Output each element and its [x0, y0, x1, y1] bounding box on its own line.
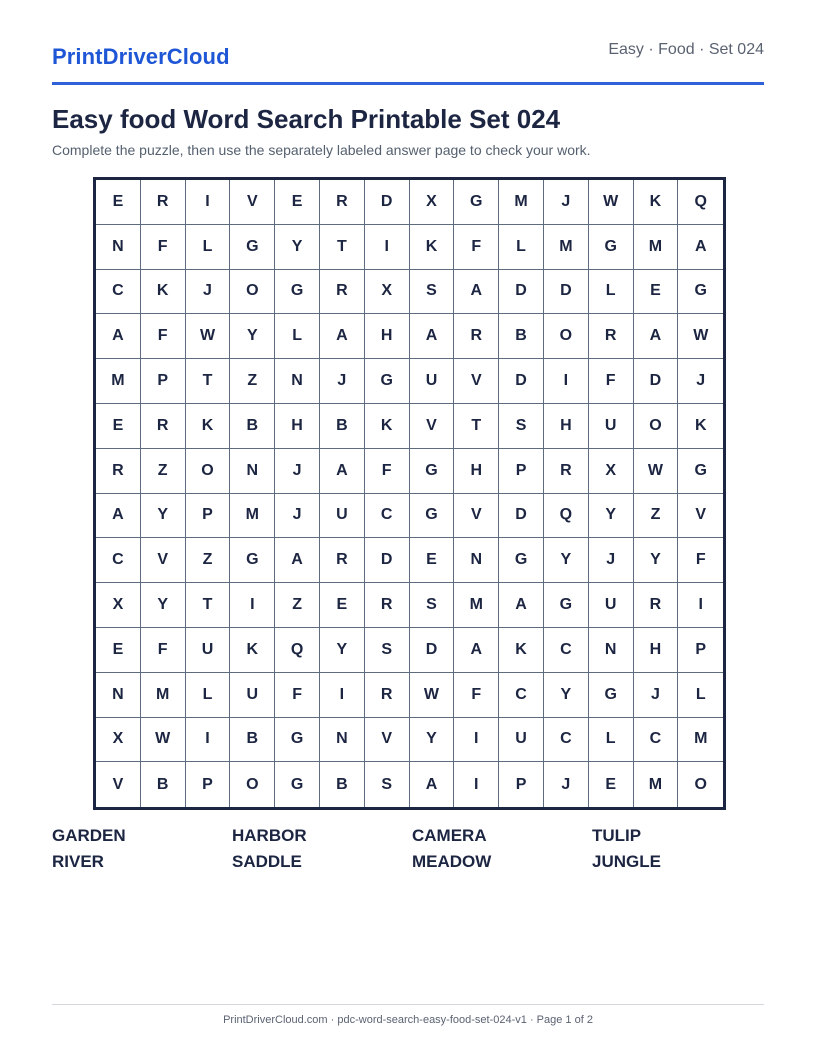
grid-cell: I: [365, 225, 410, 270]
grid-cell: Y: [544, 538, 589, 583]
grid-cell: L: [186, 673, 231, 718]
grid-cell: G: [365, 359, 410, 404]
grid-cell: D: [544, 270, 589, 315]
grid-cell: K: [186, 404, 231, 449]
grid-cell: G: [410, 449, 455, 494]
word-list-item: HARBOR: [232, 826, 307, 845]
grid-cell: B: [230, 718, 275, 763]
page-title: Easy food Word Search Printable Set 024: [52, 104, 561, 134]
grid-cell: L: [275, 314, 320, 359]
grid-cell: A: [634, 314, 679, 359]
grid-cell: P: [499, 449, 544, 494]
grid-cell: F: [678, 538, 723, 583]
grid-cell: M: [634, 762, 679, 807]
grid-cell: G: [589, 225, 634, 270]
grid-cell: M: [96, 359, 141, 404]
grid-cell: A: [454, 270, 499, 315]
grid-cell: A: [454, 628, 499, 673]
grid-cell: P: [678, 628, 723, 673]
grid-cell: F: [141, 314, 186, 359]
grid-cell: K: [499, 628, 544, 673]
grid-cell: R: [634, 583, 679, 628]
grid-cell: I: [678, 583, 723, 628]
grid-cell: A: [499, 583, 544, 628]
grid-cell: N: [230, 449, 275, 494]
grid-cell: H: [454, 449, 499, 494]
grid-cell: K: [410, 225, 455, 270]
grid-cell: Y: [634, 538, 679, 583]
grid-cell: V: [678, 494, 723, 539]
grid-cell: G: [275, 762, 320, 807]
word-list: [52, 826, 772, 878]
grid-cell: M: [141, 673, 186, 718]
grid-cell: R: [141, 404, 186, 449]
grid-cell: Y: [589, 494, 634, 539]
grid-cell: B: [320, 762, 365, 807]
grid-cell: E: [96, 628, 141, 673]
grid-cell: Q: [275, 628, 320, 673]
grid-cell: X: [589, 449, 634, 494]
brand-logo[interactable]: PrintDriverCloud: [52, 44, 230, 69]
grid-cell: G: [230, 538, 275, 583]
grid-cell: R: [320, 180, 365, 225]
grid-cell: E: [589, 762, 634, 807]
grid-cell: P: [499, 762, 544, 807]
grid-cell: A: [320, 314, 365, 359]
grid-cell: Z: [141, 449, 186, 494]
grid-cell: I: [454, 718, 499, 763]
grid-cell: G: [678, 270, 723, 315]
word-list-item: GARDEN: [52, 826, 126, 845]
grid-cell: C: [96, 270, 141, 315]
grid-cell: G: [230, 225, 275, 270]
grid-cell: H: [365, 314, 410, 359]
grid-cell: O: [634, 404, 679, 449]
grid-cell: L: [678, 673, 723, 718]
grid-cell: P: [186, 494, 231, 539]
grid-cell: H: [275, 404, 320, 449]
grid-cell: R: [454, 314, 499, 359]
grid-cell: O: [230, 762, 275, 807]
grid-cell: G: [410, 494, 455, 539]
grid-cell: A: [96, 494, 141, 539]
grid-cell: D: [634, 359, 679, 404]
grid-cell: D: [365, 180, 410, 225]
grid-cell: C: [365, 494, 410, 539]
grid-cell: V: [141, 538, 186, 583]
grid-cell: R: [320, 538, 365, 583]
grid-cell: B: [230, 404, 275, 449]
grid-cell: E: [410, 538, 455, 583]
grid-cell: U: [230, 673, 275, 718]
grid-cell: N: [320, 718, 365, 763]
grid-cell: W: [141, 718, 186, 763]
grid-cell: W: [410, 673, 455, 718]
grid-cell: L: [589, 270, 634, 315]
grid-cell: E: [96, 180, 141, 225]
grid-cell: U: [499, 718, 544, 763]
grid-cell: T: [454, 404, 499, 449]
grid-cell: C: [96, 538, 141, 583]
grid-cell: Y: [230, 314, 275, 359]
grid-cell: O: [186, 449, 231, 494]
grid-cell: Y: [410, 718, 455, 763]
grid-cell: I: [230, 583, 275, 628]
grid-cell: F: [275, 673, 320, 718]
grid-cell: G: [275, 270, 320, 315]
grid-cell: H: [634, 628, 679, 673]
grid-cell: D: [499, 494, 544, 539]
word-search-grid: [93, 177, 726, 810]
grid-cell: L: [186, 225, 231, 270]
grid-cell: X: [410, 180, 455, 225]
page-subtitle: Complete the puzzle, then use the separately labeled answer page to check your work.: [52, 142, 591, 158]
grid-cell: H: [544, 404, 589, 449]
grid-cell: G: [499, 538, 544, 583]
grid-cell: B: [499, 314, 544, 359]
grid-cell: V: [454, 494, 499, 539]
grid-cell: E: [96, 404, 141, 449]
grid-cell: D: [499, 359, 544, 404]
grid-cell: I: [320, 673, 365, 718]
word-list-item: CAMERA: [412, 826, 487, 845]
grid-cell: C: [544, 628, 589, 673]
grid-cell: G: [589, 673, 634, 718]
grid-cell: R: [141, 180, 186, 225]
grid-cell: F: [365, 449, 410, 494]
grid-cell: M: [544, 225, 589, 270]
grid-cell: G: [454, 180, 499, 225]
grid-cell: Y: [544, 673, 589, 718]
grid-cell: T: [186, 359, 231, 404]
grid-cell: A: [410, 762, 455, 807]
grid-cell: N: [96, 673, 141, 718]
grid-cell: N: [96, 225, 141, 270]
word-list-item: JUNGLE: [592, 852, 661, 871]
grid-cell: M: [499, 180, 544, 225]
grid-cell: A: [410, 314, 455, 359]
grid-cell: A: [96, 314, 141, 359]
grid-cell: S: [410, 270, 455, 315]
grid-cell: S: [410, 583, 455, 628]
grid-cell: V: [365, 718, 410, 763]
grid-cell: U: [186, 628, 231, 673]
grid-cell: B: [141, 762, 186, 807]
grid-cell: W: [634, 449, 679, 494]
grid-cell: A: [320, 449, 365, 494]
grid-cell: N: [454, 538, 499, 583]
grid-cell: R: [589, 314, 634, 359]
grid-cell: J: [544, 762, 589, 807]
grid-cell: R: [320, 270, 365, 315]
set-tag: Easy · Food · Set 024: [608, 41, 764, 58]
grid-cell: D: [365, 538, 410, 583]
grid-cell: A: [275, 538, 320, 583]
word-list-item: RIVER: [52, 852, 104, 871]
grid-cell: G: [544, 583, 589, 628]
grid-cell: Q: [544, 494, 589, 539]
grid-cell: K: [230, 628, 275, 673]
grid-cell: Y: [275, 225, 320, 270]
grid-cell: Z: [230, 359, 275, 404]
grid-cell: N: [275, 359, 320, 404]
grid-cell: J: [634, 673, 679, 718]
grid-cell: E: [275, 180, 320, 225]
grid-cell: C: [499, 673, 544, 718]
grid-cell: J: [320, 359, 365, 404]
grid-cell: P: [186, 762, 231, 807]
page-footer: PrintDriverCloud.com · pdc-word-search-easy-food-set-024-v1 · Page 1 of 2: [223, 1014, 593, 1026]
grid-cell: E: [634, 270, 679, 315]
grid-cell: J: [589, 538, 634, 583]
grid-cell: K: [141, 270, 186, 315]
grid-cell: F: [141, 628, 186, 673]
grid-cell: G: [678, 449, 723, 494]
grid-cell: W: [589, 180, 634, 225]
grid-cell: M: [678, 718, 723, 763]
grid-cell: A: [678, 225, 723, 270]
grid-cell: Y: [141, 583, 186, 628]
grid-cell: F: [454, 673, 499, 718]
grid-cell: U: [589, 404, 634, 449]
grid-cell: T: [320, 225, 365, 270]
grid-cell: M: [454, 583, 499, 628]
grid-cell: O: [544, 314, 589, 359]
grid-cell: D: [410, 628, 455, 673]
grid-cell: U: [410, 359, 455, 404]
grid-cell: X: [365, 270, 410, 315]
grid-cell: L: [499, 225, 544, 270]
grid-cell: X: [96, 583, 141, 628]
grid-cell: T: [186, 583, 231, 628]
grid-cell: I: [454, 762, 499, 807]
grid-cell: R: [96, 449, 141, 494]
grid-cell: U: [320, 494, 365, 539]
grid-cell: O: [694, 775, 707, 793]
grid-cell: J: [275, 494, 320, 539]
grid-cell: J: [275, 449, 320, 494]
grid-cell: P: [141, 359, 186, 404]
grid-cell: Q: [678, 180, 723, 225]
word-list-item: SADDLE: [232, 852, 302, 871]
grid-cell: R: [365, 673, 410, 718]
grid-cell: Z: [275, 583, 320, 628]
grid-cell: W: [678, 314, 723, 359]
footer-divider: [52, 1004, 764, 1005]
grid-cell: G: [275, 718, 320, 763]
grid-cell: S: [499, 404, 544, 449]
header-divider: [52, 82, 764, 85]
grid-cell: R: [544, 449, 589, 494]
grid-cell: Y: [141, 494, 186, 539]
grid-cell: V: [410, 404, 455, 449]
grid-cell: Y: [320, 628, 365, 673]
grid-cell: V: [454, 359, 499, 404]
grid-cell: S: [365, 762, 410, 807]
grid-cell: N: [589, 628, 634, 673]
grid-cell: K: [634, 180, 679, 225]
grid-cell: C: [544, 718, 589, 763]
grid-cell: J: [678, 359, 723, 404]
grid-cell: W: [186, 314, 231, 359]
grid-cell: Z: [186, 538, 231, 583]
grid-cell: K: [365, 404, 410, 449]
grid-cell: O: [230, 270, 275, 315]
grid-cell: M: [230, 494, 275, 539]
grid-cell: Z: [634, 494, 679, 539]
grid-cell: D: [499, 270, 544, 315]
grid-cell: J: [544, 180, 589, 225]
grid-cell: K: [678, 404, 723, 449]
grid-cell: X: [96, 718, 141, 763]
grid-cell: F: [589, 359, 634, 404]
grid-cell: R: [365, 583, 410, 628]
grid-cell: S: [365, 628, 410, 673]
grid-cell: V: [230, 180, 275, 225]
grid-cell: L: [589, 718, 634, 763]
grid-cell: U: [589, 583, 634, 628]
word-list-item: TULIP: [592, 826, 642, 845]
grid-cell: J: [186, 270, 231, 315]
grid-cell: B: [320, 404, 365, 449]
grid-cell: I: [186, 718, 231, 763]
grid-cell: I: [186, 180, 231, 225]
grid-cell: F: [141, 225, 186, 270]
grid-cell: V: [96, 762, 141, 807]
word-list-item: MEADOW: [412, 852, 492, 871]
grid-cell: E: [320, 583, 365, 628]
grid-cell: C: [634, 718, 679, 763]
grid-cell: I: [544, 359, 589, 404]
grid-cell: F: [454, 225, 499, 270]
grid-cell: M: [634, 225, 679, 270]
